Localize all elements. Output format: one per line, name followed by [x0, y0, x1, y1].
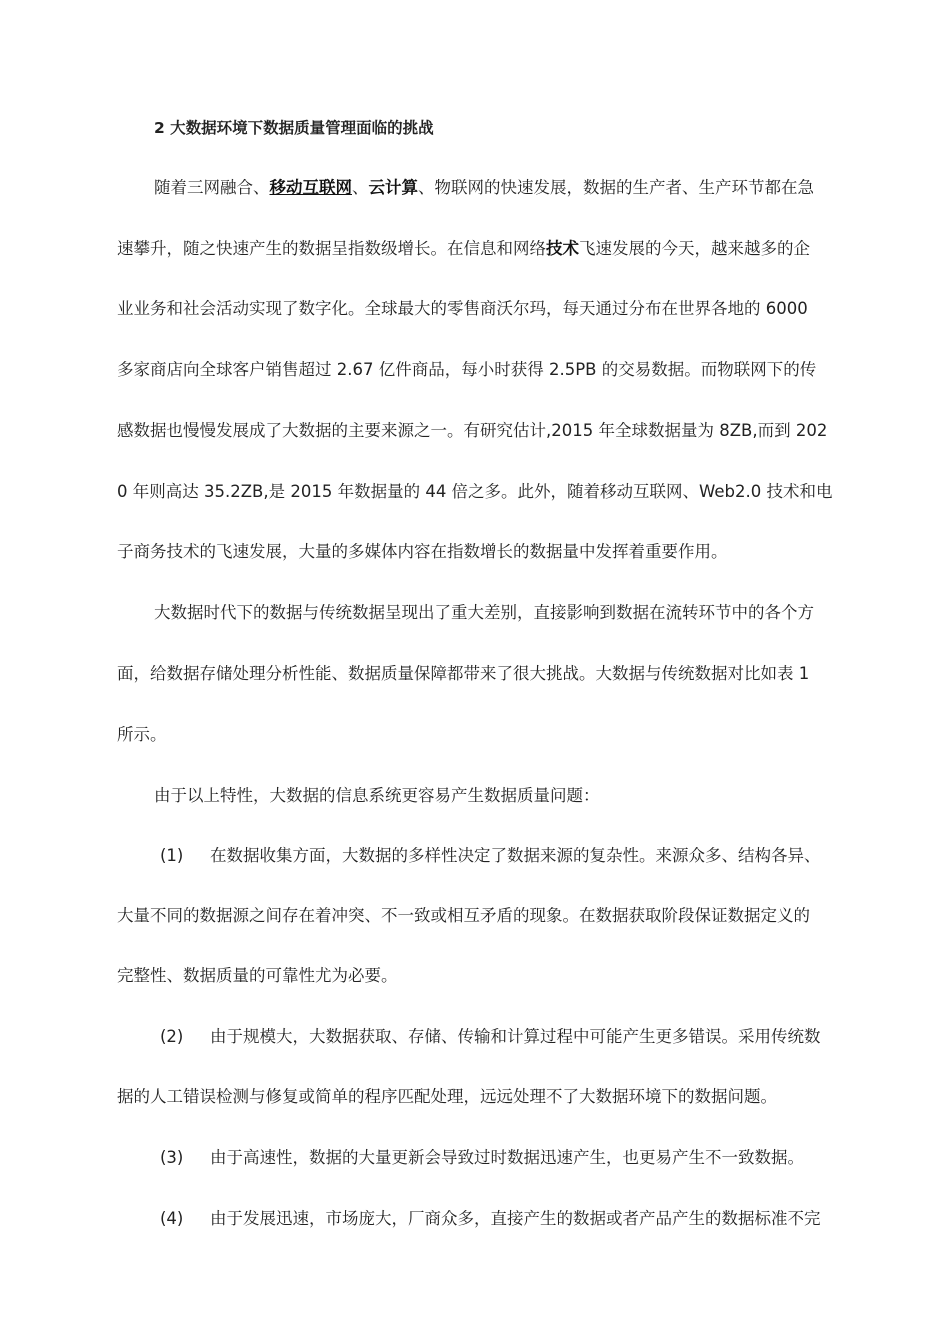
paragraph-2-line-1: 大数据时代下的数据与传统数据呈现出了重大差别，直接影响到数据在流转环节中的各个方 [154, 603, 814, 622]
paragraph-1-line-5: 感数据也慢慢发展成了大数据的主要来源之一。有研究估计,2015 年全球数据量为 8ZB,而到 202 [117, 421, 828, 440]
paragraph-1-line-2 [117, 239, 810, 259]
text: 由于高速性，数据的大量更新会导致过时数据迅速产生，也更易产生不一致数据。 [210, 1148, 804, 1167]
cloud-computing-link[interactable]: 云计算 [368, 178, 418, 197]
list-item-number: (1) [160, 846, 184, 865]
text: 速攀升，随之快速产生的数据呈指数级增长。在信息和网络 [117, 239, 546, 258]
technology-link[interactable]: 技术 [546, 239, 579, 258]
list-item-1-line-2: 大量不同的数据源之间存在着冲突、不一致或相互矛盾的现象。在数据获取阶段保证数据定义的 [117, 906, 810, 925]
list-item-1-line-3: 完整性、数据质量的可靠性尤为必要。 [117, 966, 398, 985]
list-item-number: (3) [160, 1148, 184, 1167]
list-item-2-line-2: 据的人工错误检测与修复或简单的程序匹配处理，远远处理不了大数据环境下的数据问题。 [117, 1087, 777, 1106]
paragraph-3: 由于以上特性，大数据的信息系统更容易产生数据质量问题： [154, 786, 600, 805]
paragraph-2-line-2: 面，给数据存储处理分析性能、数据质量保障都带来了很大挑战。大数据与传统数据对比如表 1 [117, 664, 810, 683]
text: 由于发展迅速，市场庞大，厂商众多，直接产生的数据或者产品产生的数据标准不完 [210, 1209, 821, 1228]
paragraph-2-line-3: 所示。 [117, 725, 167, 744]
paragraph-1-line-7: 子商务技术的飞速发展，大量的多媒体内容在指数增长的数据量中发挥着重要作用。 [117, 542, 728, 561]
paragraph-1-line-3: 业业务和社会活动实现了数字化。全球最大的零售商沃尔玛，每天通过分布在世界各地的 6000 [117, 299, 808, 318]
mobile-internet-link[interactable]: 移动互联网 [269, 178, 352, 197]
text: 随着三网融合、 [154, 178, 270, 197]
text: 在数据收集方面，大数据的多样性决定了数据来源的复杂性。来源众多、结构各异、 [210, 846, 821, 865]
paragraph-1-line-1 [154, 178, 814, 198]
text: 、 [352, 178, 369, 197]
list-item-1-line-1 [160, 846, 821, 866]
text: 由于规模大，大数据获取、存储、传输和计算过程中可能产生更多错误。采用传统数 [210, 1027, 821, 1046]
list-item-2-line-1 [160, 1027, 821, 1047]
list-item-number: (2) [160, 1027, 184, 1046]
list-item-3-line-1 [160, 1148, 804, 1168]
text: 飞速发展的今天，越来越多的企 [579, 239, 810, 258]
text: 、物联网的快速发展，数据的生产者、生产环节都在急 [418, 178, 814, 197]
paragraph-1-line-6: 0 年则高达 35.2ZB,是 2015 年数据量的 44 倍之多。此外，随着移动互联网、Web2.0 技术和电 [117, 482, 833, 501]
list-item-4-line-1 [160, 1209, 821, 1229]
paragraph-1-line-4: 多家商店向全球客户销售超过 2.67 亿件商品，每小时获得 2.5PB 的交易数据。而物联网下的传 [117, 360, 817, 379]
section-heading: 2 大数据环境下数据质量管理面临的挑战 [154, 119, 434, 137]
list-item-number: (4) [160, 1209, 184, 1228]
